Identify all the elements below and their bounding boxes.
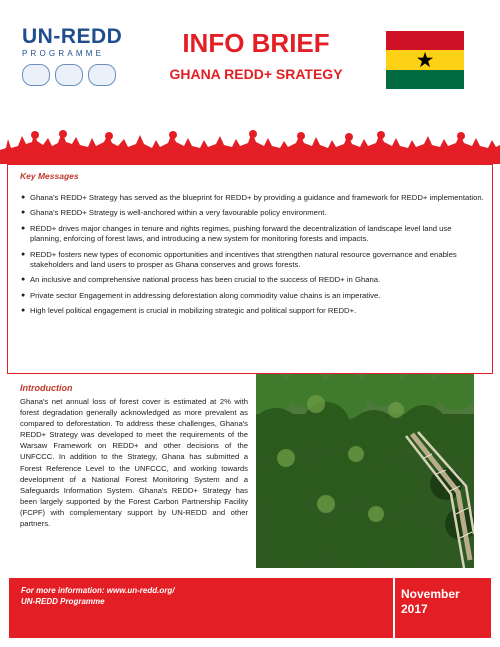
footer-year: 2017 — [401, 602, 428, 616]
list-item: ● High level political engagement is crucial in mobilizing strategic and political support for REDD+. — [21, 306, 357, 316]
bullet-icon: ● — [21, 224, 26, 232]
footer-banner — [9, 578, 491, 638]
list-item: ● An inclusive and comprehensive national process has been crucial to the success of REDD+ in Ghana. — [21, 275, 381, 285]
header-title-block — [140, 28, 372, 82]
list-item: ● Ghana's REDD+ Strategy is well-anchored within a very favourable policy environment. — [21, 208, 327, 218]
black-star-icon: ★ — [415, 48, 435, 72]
unep-logo-icon — [88, 64, 116, 86]
logo-main-text: UN-REDD — [22, 25, 123, 48]
footer-date — [401, 587, 481, 617]
list-item: ● Ghana's REDD+ Strategy has served as the blueprint for REDD+ by providing a guidance and framework for REDD+ implementation. — [21, 193, 484, 202]
page-title: INFO BRIEF — [182, 28, 330, 58]
bullet-icon: ● — [21, 250, 26, 258]
list-item: ● REDD+ drives major changes in tenure and rights regimes, pushing forward the decentralization of landscape level land use planning, enforcing of forest laws, and introducing a new system for monitoring forests and impacts. — [21, 223, 452, 244]
footer-divider — [393, 578, 395, 638]
more-info-link[interactable]: For more information: www.un-redd.org/ — [21, 586, 175, 595]
ghana-flag-icon — [386, 31, 464, 89]
undp-logo-icon — [55, 64, 83, 86]
key-messages-heading: Key Messages — [20, 171, 79, 181]
logo-sub-text: PROGRAMME — [22, 49, 105, 58]
page-subtitle: GHANA REDD+ SRATEGY — [169, 66, 343, 82]
bullet-icon: ● — [21, 209, 26, 217]
forest-silhouette-banner — [0, 124, 500, 164]
footer-org: UN-REDD Programme — [21, 597, 105, 606]
fao-logo-icon — [22, 64, 50, 86]
un-redd-logo — [22, 26, 130, 86]
list-item: ● REDD+ fosters new types of economic opportunities and incentives that strengthen natural resource governance and enables stakeholders and land users to prosper as Ghana conserves and grows forests. — [21, 249, 457, 270]
list-item: ● Private sector Engagement in addressing deforestation along commodity value chains is an imperative. — [21, 290, 381, 300]
bullet-icon: ● — [21, 291, 26, 299]
key-messages-box — [7, 164, 493, 374]
partner-logos — [22, 64, 130, 86]
bullet-icon: ● — [21, 307, 26, 315]
introduction-heading: Introduction — [20, 383, 73, 393]
footer-month: November — [401, 587, 460, 601]
forest-canopy-walkway-photo — [256, 374, 474, 568]
footer-info — [21, 585, 174, 607]
introduction-body: Ghana's net annual loss of forest cover is estimated at 2% with forest degradation generally acknowledged as more prevalent as compared to deforestation. To address these challenges, Ghana's REDD+ Strategy was developed to meet the requirements of the Warsaw Framework on REDD+ and other decisions of the UNFCCC. In addition to the Strategy, Ghana has submitted a Forest Reference Level to the UNFCCC, and working towards development of a National Forest Monitoring System and a Safeguards Information System. Ghana's REDD+ Strategy has been largely supported by the Forest Carbon Partnership Facility (FCPF) with complementary support by UN-REDD and other partners. — [20, 397, 248, 529]
bullet-icon: ● — [21, 276, 26, 284]
key-messages-list — [20, 193, 484, 322]
bullet-icon: ● — [21, 194, 26, 201]
